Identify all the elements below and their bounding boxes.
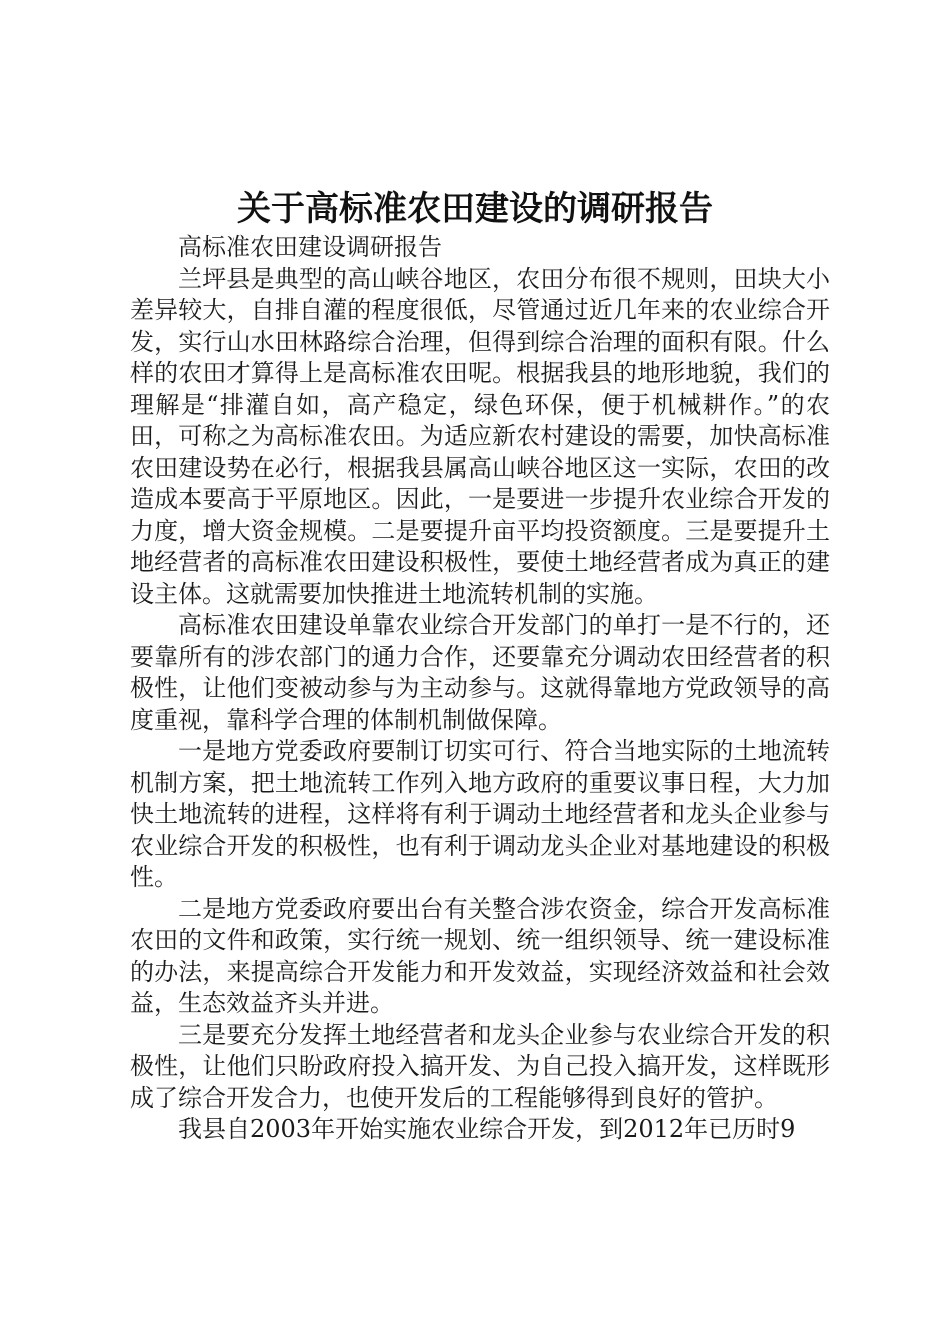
- paragraph-cooperation: 高标准农田建设单靠农业综合开发部门的单打一是不行的，还要靠所有的涉农部门的通力合作，还要靠充分调动农田经营者的积极性，让他们变被动参与为主动参与。这就得靠地方党政领导的高度重视，靠科学合理的体制机制做保障。: [130, 611, 830, 734]
- paragraph-overview: 兰坪县是典型的高山峡谷地区，农田分布很不规则，田块大小差异较大，自排自灌的程度很低，尽管通过近几年来的农业综合开发，实行山水田林路综合治理，但得到综合治理的面积有限。什么样的农田才算得上是高标准农田呢。根据我县的地形地貌，我们的理解是“排灌自如，高产稳定，绿色环保，便于机械耕作。”的农田，可称之为高标准农田。为适应新农村建设的需要，加快高标准农田建设势在必行，根据我县属高山峡谷地区这一实际，农田的改造成本要高于平原地区。因此，一是要进一步提升农业综合开发的力度，增大资金规模。二是要提升亩平均投资额度。三是要提升土地经营者的高标准农田建设积极性，要使土地经营者成为真正的建设主体。这就需要加快推进土地流转机制的实施。: [130, 264, 830, 608]
- paragraph-point-one: 一是地方党委政府要制订切实可行、符合当地实际的土地流转机制方案，把土地流转工作列入地方政府的重要议事日程，大力加快土地流转的进程，这样将有利于调动土地经营者和龙头企业参与农业综合开发的积极性，也有利于调动龙头企业对基地建设的积极性。: [130, 737, 830, 891]
- paragraph-point-two: 二是地方党委政府要出台有关整合涉农资金，综合开发高标准农田的文件和政策，实行统一规划、统一组织领导、统一建设标准的办法，来提高综合开发能力和开发效益，实现经济效益和社会效益，生态效益齐头并进。: [130, 894, 830, 1017]
- paragraph-point-three: 三是要充分发挥土地经营者和龙头企业参与农业综合开发的积极性，让他们只盼政府投入搞开发、为自己投入搞开发，这样既形成了综合开发合力，也使开发后的工程能够得到良好的管护。: [130, 1020, 830, 1112]
- paragraph-history: 我县自2003年开始实施农业综合开发，到2012年已历时9: [178, 1115, 796, 1143]
- document-body: [130, 232, 830, 1146]
- document-title: 关于高标准农田建设的调研报告: [237, 189, 713, 229]
- document-subtitle-paragraph: 高标准农田建设调研报告: [178, 233, 442, 261]
